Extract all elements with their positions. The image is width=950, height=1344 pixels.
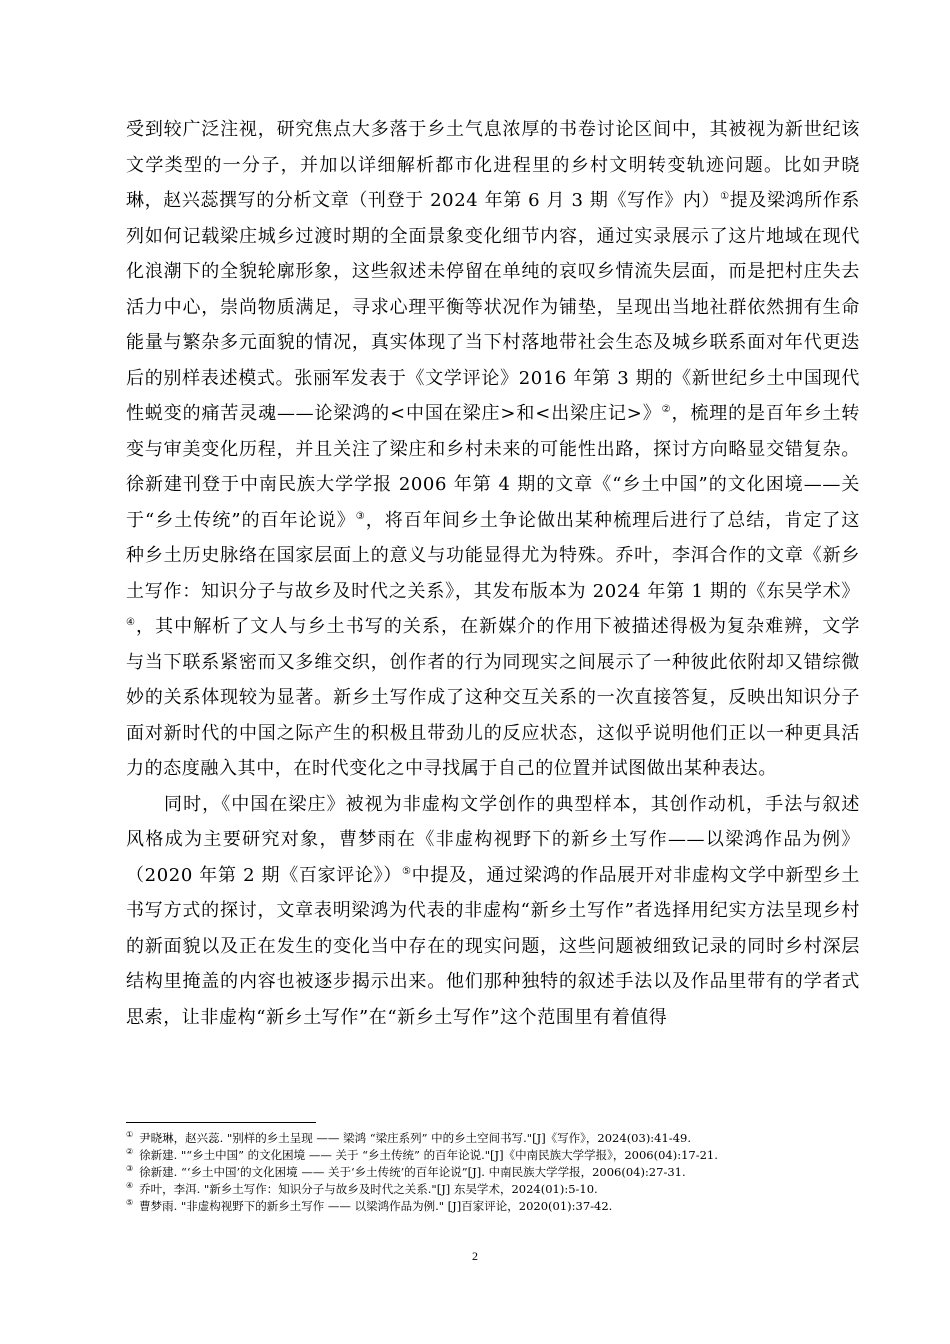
footnote-text: 徐新建. "“乡土中国” 的文化困境 —— 关于 “乡土传统” 的百年论说."[J]《中南民族大学学报》，2006(04):17-21. xyxy=(139,1148,718,1162)
paragraph-1-segment: ，其中解析了文人与乡土书写的关系，在新媒介的作用下被描述得极为复杂难辨，文学与当下联系紧密而又多维交织，创作者的行为同现实之间展示了一种彼此依附却又错综微妙的关系体现较为显著。新乡土写作成了这种交互关系的一次直接答复，反映出知识分子面对新时代的中国之际产生的积极且带劲儿的反应状态，这似乎说明他们正以一种更具活力的态度融入其中，在时代变化之中寻找属于自己的位置并试图做出某种表达。 xyxy=(126,616,860,779)
footnote-3 xyxy=(126,1164,850,1181)
footnote-1 xyxy=(126,1130,850,1147)
footnote-text: 尹晓琳，赵兴蕊. "别样的乡土呈现 —— 梁鸿 “梁庄系列” 中的乡土空间书写."[J]《写作》，2024(03):41-49. xyxy=(139,1131,691,1145)
footnotes xyxy=(126,1130,850,1215)
footnote-mark: ④ xyxy=(126,1181,134,1191)
paragraph-2 xyxy=(126,787,860,1036)
paragraph-2-segment: 同时，《中国在梁庄》被视为非虚构文学创作的典型样本，其创作动机，手法与叙述风格成为主要研究对象，曹梦雨在《非虚构视野下的新乡土写作——以梁鸿作品为例》（2020 年第 2 期《百家评论》） xyxy=(126,793,860,886)
paragraph-1-segment: 提及梁鸿所作系列如何记载梁庄城乡过渡时期的全面景象变化细节内容，通过实录展示了这片地域在现代化浪潮下的全貌轮廓形象，这些叙述未停留在单纯的哀叹乡情流失层面，而是把村庄失去活力中心，崇尚物质满足，寻求心理平衡等状况作为铺垫，呈现出当地社群依然拥有生命能量与繁杂多元面貌的情况，真实体现了当下村落地带社会生态及城乡联系面对年代更迭后的别样表述模式。张丽军发表于《文学评论》2016 年第 3 期的《新世纪乡土中国现代性蜕变的痛苦灵魂——论梁鸿的<中国在梁庄>和<出梁庄记>》 xyxy=(126,190,860,424)
paragraph-1-segment: ，梳理的是百年乡土转变与审美变化历程，并且关注了梁庄和乡村未来的可能性出路，探讨方向略显交错复杂。徐新建刊登于中南民族大学学报 2006 年第 4 期的文章《“乡土中国”的文化困境——关于“乡土传统”的百年论说》 xyxy=(126,403,860,531)
footnote-ref-4[interactable]: ④ xyxy=(126,617,137,628)
footnote-ref-5[interactable]: ⑤ xyxy=(402,865,412,877)
footnote-4 xyxy=(126,1181,850,1198)
footnote-separator xyxy=(126,1122,316,1123)
body-text xyxy=(126,112,860,1035)
footnote-text: 曹梦雨. "非虚构视野下的新乡土写作 —— 以梁鸿作品为例." [J]百家评论，2020(01):37-42. xyxy=(139,1199,613,1213)
paragraph-1 xyxy=(126,112,860,787)
footnote-mark: ① xyxy=(126,1130,134,1140)
paragraph-1-segment: 受到较广泛注视，研究焦点大多落于乡土气息浓厚的书卷讨论区间中，其被视为新世纪该文学类型的一分子，并加以详细解析都市化进程里的乡村文明转变轨迹问题。比如尹晓琳，赵兴蕊撰写的分析文章（刊登于 2024 年第 6 月 3 期《写作》内） xyxy=(126,119,860,211)
page-number: 2 xyxy=(472,1249,478,1263)
paragraph-2-segment: 中提及，通过梁鸿的作品展开对非虚构文学中新型乡土书写方式的探讨，文章表明梁鸿为代表的非虚构“新乡土写作”者选择用纪实方法呈现乡村的新面貌以及正在发生的变化当中存在的现实问题，这些问题被细致记录的同时乡村深层结构里掩盖的内容也被逐步揭示出来。他们那种独特的叙述手法以及作品里带有的学者式思索，让非虚构“新乡土写作”在“新乡土写作”这个范围里有着值得 xyxy=(126,864,860,1028)
footnote-ref-2[interactable]: ② xyxy=(661,404,672,415)
footnote-mark: ② xyxy=(126,1147,134,1157)
footnote-mark: ⑤ xyxy=(126,1198,134,1208)
footnote-mark: ③ xyxy=(126,1164,134,1174)
footnote-text: 徐新建. “‘乡土中国’的文化困境 —— 关于‘乡土传统’的百年论说”[J]. 中南民族大学学报，2006(04):27-31. xyxy=(139,1165,686,1179)
footnote-ref-1[interactable]: ① xyxy=(720,191,730,202)
footnote-2 xyxy=(126,1147,850,1164)
footnote-text: 乔叶，李洱. "新乡土写作：知识分子与故乡及时代之关系."[J] 东吴学术，2024(01):5-10. xyxy=(139,1182,598,1196)
paragraph-1-segment: ，将百年间乡土争论做出某种梳理后进行了总结，肯定了这种乡土历史脉络在国家层面上的意义与功能显得尤为特殊。乔叶，李洱合作的文章《新乡土写作：知识分子与故乡及时代之关系》，其发布版本为 2024 年第 1 期的《东吴学术》 xyxy=(126,509,860,602)
footnote-5 xyxy=(126,1198,850,1215)
footnote-ref-3[interactable]: ③ xyxy=(355,510,366,522)
